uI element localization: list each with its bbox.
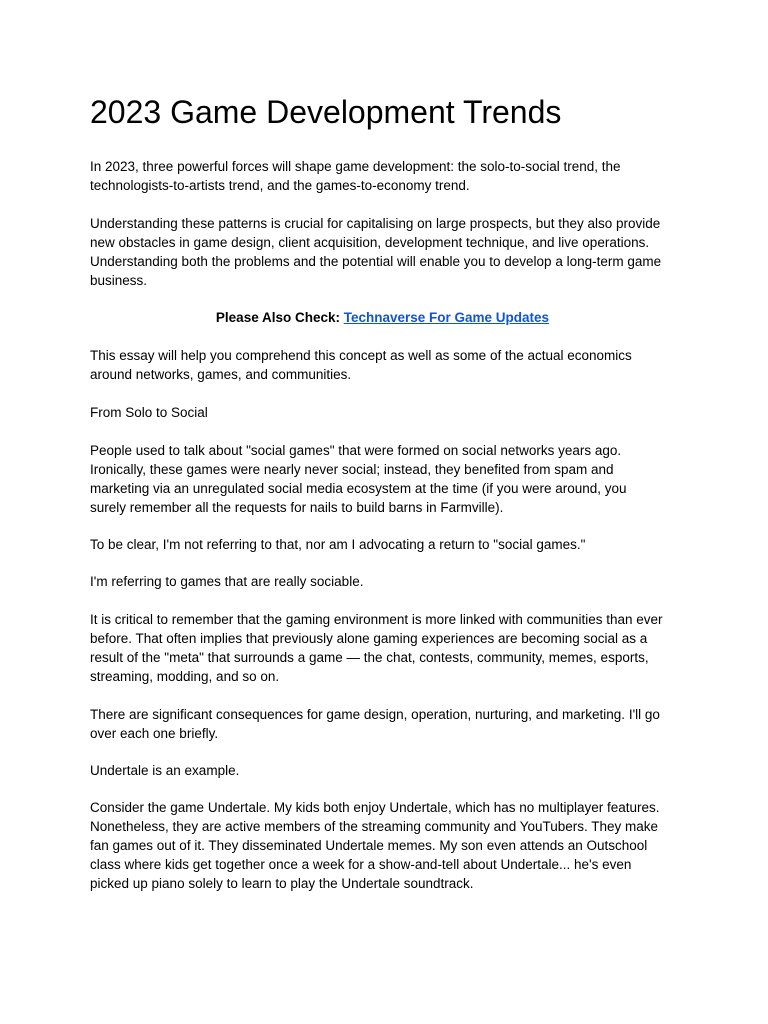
patterns-paragraph [90,215,688,291]
social-games-paragraph [90,442,688,518]
text-line: To be clear, I'm not referring to that, nor am I advocating a return to "social games." [90,537,586,552]
sociable-paragraph [90,573,688,592]
text-line: From Solo to Social [90,405,208,420]
text-line: I'm referring to games that are really sociable. [90,574,364,589]
text-line: Consider the game Undertale. My kids both enjoy Undertale, which has no multiplayer features. [90,800,660,815]
text-line: before. That often implies that previously alone gaming experiences are becoming social as a [90,630,648,646]
also-check-label: Please Also Check: [215,310,344,325]
text-line: Understanding both the problems and the potential will enable you to develop a long-term game [90,253,662,269]
text-line: marketing via an unregulated social media ecosystem at the time (if you were around, you [90,480,627,496]
technaverse-link[interactable]: Technaverse For Game Updates [343,310,550,325]
text-line: In 2023, three powerful forces will shape game development: the solo-to-social trend, the [90,159,621,174]
text-line: around networks, games, and communities. [90,366,352,382]
text-line: People used to talk about "social games" that were formed on social networks years ago. [90,443,622,458]
text-line: This essay will help you comprehend this concept as well as some of the actual economics [90,348,632,363]
text-line: picked up piano solely to learn to play the Undertale soundtrack. [90,875,474,891]
also-check-line [90,309,675,328]
text-line: Understanding these patterns is crucial for capitalising on large prospects, but they also provide [90,216,661,231]
text-line: surely remember all the requests for nails to build barns in Farmville). [90,499,504,515]
text-line: technologists-to-artists trend, and the games-to-economy trend. [90,177,470,193]
undertale-paragraph [90,799,688,894]
text-line: streaming, modding, and so on. [90,668,280,684]
text-line: Nonetheless, they are active members of the streaming community and YouTubers. They make [90,818,659,834]
essay-paragraph [90,347,688,385]
text-line: There are significant consequences for game design, operation, nurturing, and marketing. I'll go [90,707,660,722]
clarify-paragraph [90,536,688,555]
text-line: business. [90,272,148,288]
environment-paragraph [90,611,688,687]
consequences-paragraph [90,706,688,744]
text-line: new obstacles in game design, client acquisition, development technique, and live operations. [90,234,650,250]
text-line: Undertale is an example. [90,763,240,778]
text-line: fan games out of it. They disseminated Undertale memes. My son even attends an Outschool [90,837,648,853]
intro-paragraph [90,158,688,196]
page-title: 2023 Game Development Trends [90,94,562,130]
section-heading-solo-to-social [90,404,688,423]
text-line: result of the "meta" that surrounds a game — the chat, contests, community, memes, esports, [90,649,649,665]
text-line: It is critical to remember that the gaming environment is more linked with communities than ever [90,612,663,627]
text-line: over each one briefly. [90,725,219,741]
text-line: Ironically, these games were nearly never social; instead, they benefited from spam and [90,461,614,477]
section-heading-undertale [90,762,688,781]
text-line: class where kids get together once a week for a show-and-tell about Undertale... he's even [90,856,632,872]
